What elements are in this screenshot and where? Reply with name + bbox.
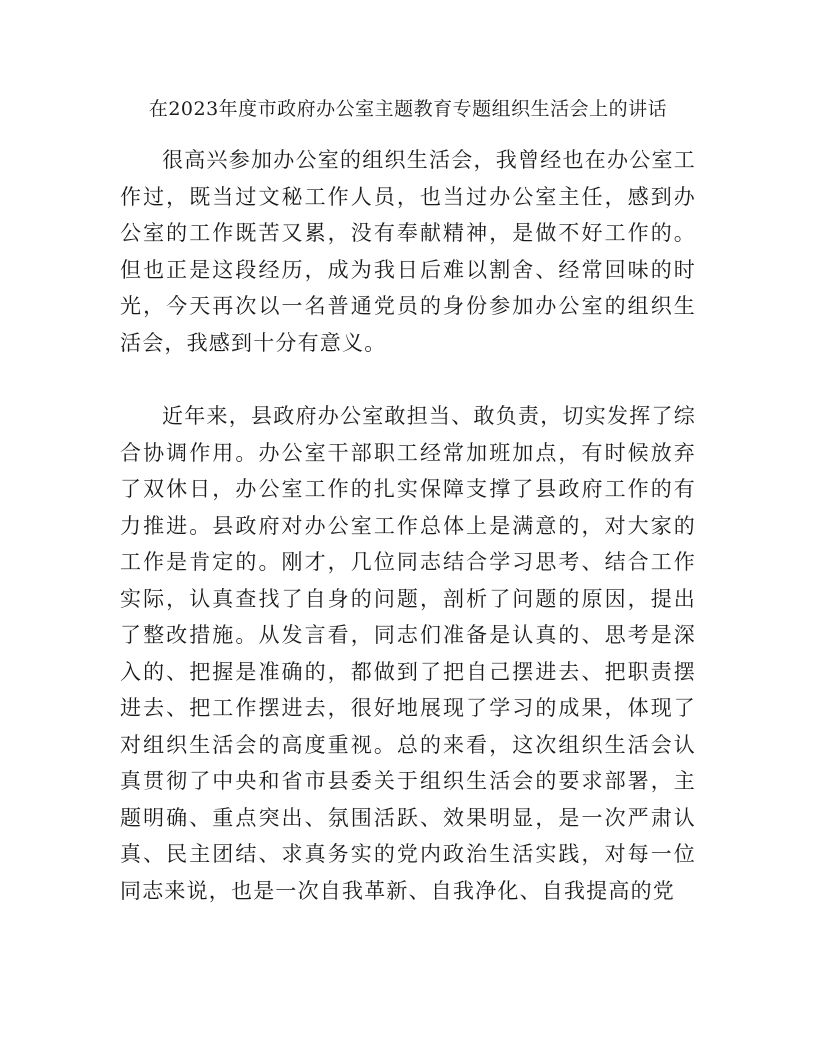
paragraph-block-1: [120, 142, 696, 361]
document-title: 在2023年度市政府办公室主题教育专题组织生活会上的讲话: [148, 98, 668, 120]
paragraph-block-2: [120, 398, 696, 909]
paragraph-2: 近年来，县政府办公室敢担当、敢负责，切实发挥了综合协调作用。办公室干部职工经常加班加点，有时候放弃了双休日，办公室工作的扎实保障支撑了县政府工作的有力推进。县政府对办公室工作总体上是满意的，对大家的工作是肯定的。刚才，几位同志结合学习思考、结合工作实际，认真查找了自身的问题，剖析了问题的原因，提出了整改措施。从发言看，同志们准备是认真的、思考是深入的、把握是准确的，都做到了把自己摆进去、把职责摆进去、把工作摆进去，很好地展现了学习的成果，体现了对组织生活会的高度重视。总的来看，这次组织生活会认真贯彻了中央和省市县委关于组织生活会的要求部署，主题明确、重点突出、氛围活跃、效果明显，是一次严肃认真、民主团结、求真务实的党内政治生活实践，对每一位同志来说，也是一次自我革新、自我净化、自我提高的党: [120, 404, 696, 903]
paragraph-1: 很高兴参加办公室的组织生活会，我曾经也在办公室工作过，既当过文秘工作人员，也当过办公室主任，感到办公室的工作既苦又累，没有奉献精神，是做不好工作的。但也正是这段经历，成为我日后难以割舍、经常回味的时光，今天再次以一名普通党员的身份参加办公室的组织生活会，我感到十分有意义。: [120, 148, 696, 355]
